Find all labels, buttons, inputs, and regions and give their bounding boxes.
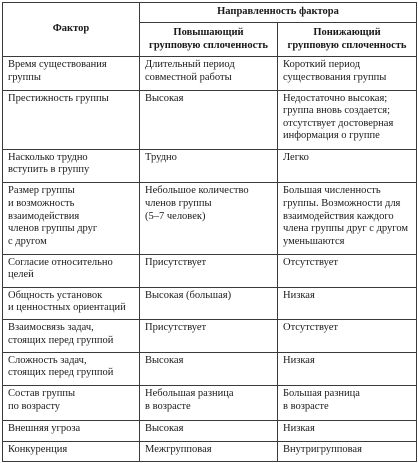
cell-decreasing-line: Большая разница [283,388,360,400]
cell-increasing-line: Небольшая разница [145,388,234,400]
cell-factor [3,90,140,149]
cell-factor-line: стоящих перед группой [8,334,114,346]
cell-decreasing-line: в возрасте [283,401,329,413]
cell-increasing [140,183,278,254]
cell-factor-line: Размер группы [8,185,75,197]
table-row [3,183,417,254]
table-row [3,90,417,149]
table-row [3,421,417,441]
cell-decreasing [278,287,417,320]
cell-factor-line: Насколько трудно [8,151,88,163]
cell-decreasing-line: Внутригрупповая [283,443,362,455]
cell-increasing [140,421,278,441]
cell-factor [3,441,140,461]
cell-factor [3,149,140,183]
cell-factor [3,386,140,421]
cell-increasing [140,57,278,91]
cell-factor-line: Внешняя угроза [8,423,81,435]
cell-increasing [140,320,278,353]
cell-increasing-line: Высокая (большая) [145,289,232,301]
cohesion-factors-table [2,2,417,462]
cell-factor-line: Состав группы [8,388,76,400]
table-row [3,386,417,421]
cell-factor-line: взаимодействия [8,210,80,222]
table-row [3,287,417,320]
cell-increasing [140,352,278,386]
cell-decreasing-line: информация о группе [283,130,380,142]
table-row [3,352,417,386]
cell-increasing [140,149,278,183]
cell-decreasing-line: Низкая [283,289,315,301]
cell-decreasing-line: отсутствует достоверная [283,117,394,129]
cell-decreasing [278,149,417,183]
cell-decreasing [278,421,417,441]
cell-increasing [140,386,278,421]
cell-factor [3,352,140,386]
table-row [3,320,417,353]
cell-decreasing-line: группы. Возможности для [283,198,401,210]
cell-decreasing-line: Отсутствует [283,256,338,268]
cell-increasing-line: совместной работы [145,71,232,83]
cell-increasing [140,90,278,149]
cell-decreasing [278,183,417,254]
table-row [3,254,417,287]
cell-decreasing [278,254,417,287]
cell-decreasing [278,352,417,386]
cell-decreasing-line: группа вновь создается; [283,105,391,117]
cell-factor [3,57,140,91]
cell-factor-line: Престижность группы [8,92,109,104]
cell-factor-line: группы [8,71,41,83]
cell-decreasing-line: Низкая [283,423,315,435]
table-row [3,57,417,91]
cell-decreasing [278,90,417,149]
cell-factor-line: по возрасту [8,401,61,413]
cell-decreasing-line: уменьшаются [283,235,345,247]
cell-factor-line: Согласие относительно [8,256,113,268]
cell-factor [3,287,140,320]
cell-decreasing [278,57,417,91]
cell-factor-line: Конкуренция [8,443,68,455]
table-body [3,57,417,462]
cell-increasing-line: Межгрупповая [145,443,212,455]
cell-increasing-line: членов группы [145,198,212,210]
cell-decreasing [278,320,417,353]
cell-increasing [140,287,278,320]
header-decreasing [278,23,417,57]
cell-factor-line: Общность установок [8,289,103,301]
cell-increasing [140,441,278,461]
header-decreasing-line: групповую сплоченность [287,39,407,51]
cell-factor [3,421,140,441]
cell-factor-line: Взаимосвязь задач, [8,322,94,334]
cell-factor-line: Сложность задач, [8,354,87,366]
cell-factor [3,320,140,353]
cell-decreasing-line: взаимодействия каждого [283,210,394,222]
cell-decreasing-line: члена группы друг с другом [283,223,409,235]
cell-factor-line: членов группы друг [8,223,98,235]
cell-decreasing-line: Большая численность [283,185,381,197]
cell-increasing-line: Небольшое количество [145,185,249,197]
header-increasing-line: групповую сплоченность [149,39,268,51]
cell-decreasing-line: Низкая [283,354,315,366]
cell-increasing-line: Трудно [145,151,177,163]
cell-decreasing [278,441,417,461]
cell-decreasing [278,386,417,421]
cell-factor-line: стоящих перед группой [8,367,114,379]
cell-increasing-line: Высокая [145,423,184,435]
cell-decreasing-line: Легко [283,151,309,163]
cell-decreasing-line: Недостаточно высокая; [283,92,388,104]
cell-decreasing-line: Отсутствует [283,322,338,334]
cell-increasing-line: Присутствует [145,322,207,334]
header-increasing [140,23,278,57]
cell-decreasing-line: Короткий период [283,59,361,70]
table-row [3,441,417,461]
cell-increasing-line: в возрасте [145,401,191,413]
cell-factor [3,254,140,287]
cell-factor-line: с другом [8,235,47,247]
header-factor: Фактор [3,3,140,57]
cell-increasing-line: (5–7 человек) [145,210,206,222]
cell-factor-line: вступить в группу [8,164,90,176]
cell-decreasing-line: существования группы [283,71,387,83]
cell-increasing-line: Высокая [145,92,184,104]
header-decreasing-line: Понижающий [313,26,381,38]
cell-factor-line: и возможность [8,198,75,210]
cell-increasing-line: Присутствует [145,256,207,268]
header-increasing-line: Повышающий [173,26,244,38]
cell-increasing-line: Высокая [145,354,184,366]
cell-increasing [140,254,278,287]
table-row [3,149,417,183]
cell-factor [3,183,140,254]
cell-factor-line: Время существования [8,59,107,70]
cell-factor-line: и ценностных ориентаций [8,302,126,314]
header-direction: Направленность фактора [140,3,417,23]
cell-factor-line: целей [8,269,34,281]
cell-increasing-line: Длительный период [145,59,235,70]
